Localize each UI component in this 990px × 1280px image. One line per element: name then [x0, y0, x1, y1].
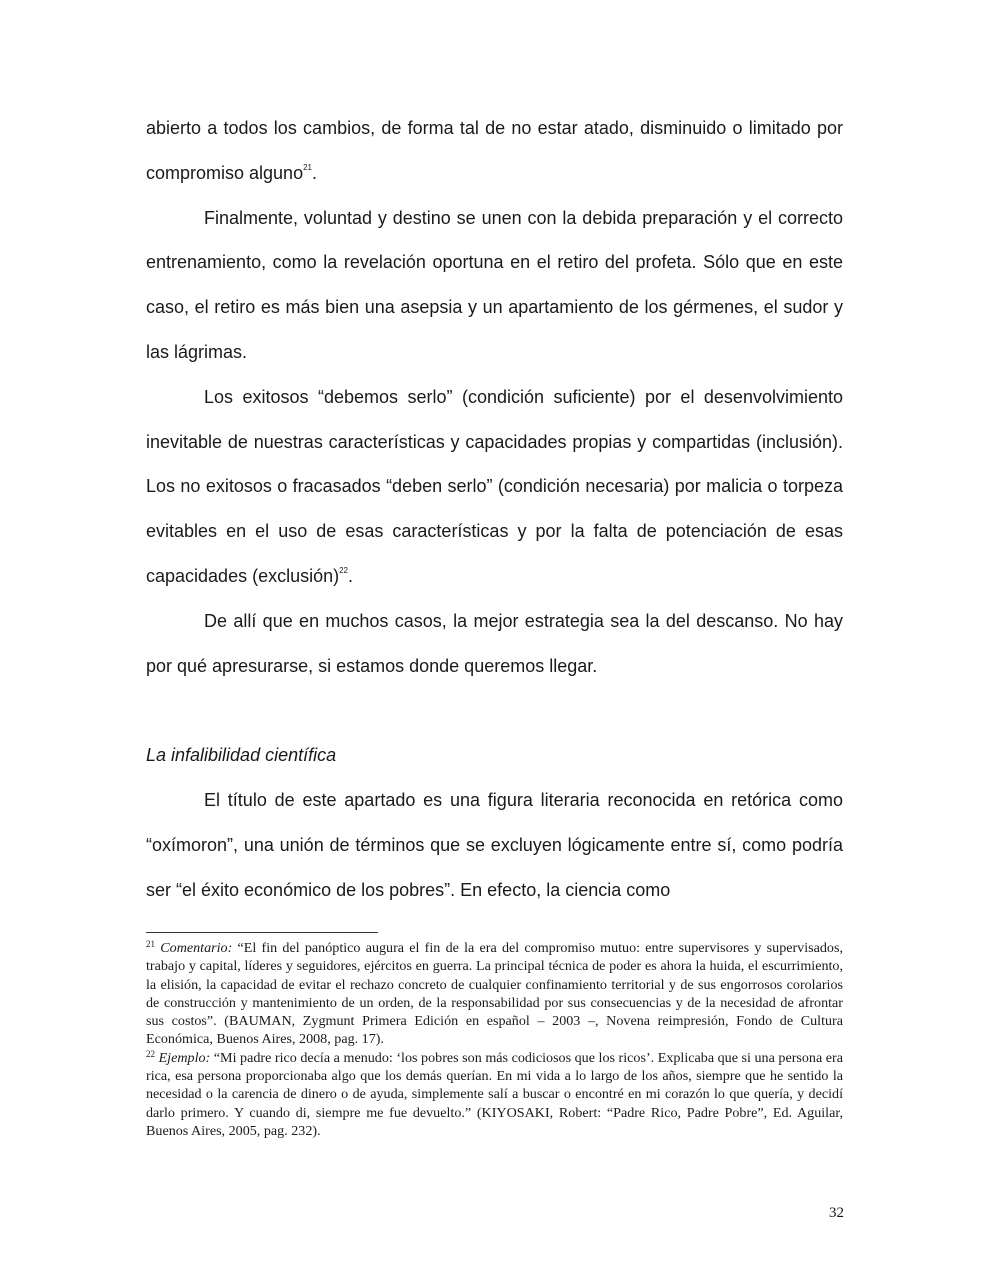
footnote-ref-22: 22: [339, 565, 349, 575]
footnote-number: 21: [146, 939, 155, 949]
footnote-text: “El fin del panóptico augura el fin de la era del compromiso mutuo: entre supervisores y supervisados, trabajo y capital, líderes y seguidores, ejércitos en guerra. La principal técnica de poder es ahora la huida, el escurrimiento, la elisión, la capacidad de evitar el rechazo concreto de cualquier confinamiento territorial y de sus engorrosos corolarios de construcción y mantenimiento de un orden, de la responsabilidad por sus consecuencias y de la necesidad de afrontar sus costos”. (BAUMAN, Zygmunt Primera Edición en español – 2003 –, Novena reimpresión, Fondo de Cultura Económica, Buenos Aires, 2008, pag. 17).: [146, 940, 843, 1048]
paragraph-2: Finalmente, voluntad y destino se unen con la debida preparación y el correcto entrenamiento, como la revelación oportuna en el retiro del profeta. Sólo que en este caso, el retiro es más bien una asepsia y un apartamiento de los gérmenes, el sudor y las lágrimas.: [146, 207, 843, 362]
paragraph-3-end: .: [348, 565, 354, 586]
footnote-number: 22: [146, 1048, 155, 1059]
paragraph-4: De allí que en muchos casos, la mejor estrategia sea la del descanso. No hay por qué apresurarse, si estamos donde queremos llegar.: [146, 610, 843, 676]
paragraph-5: El título de este apartado es una figura literaria reconocida en retórica como “oxímoron”, una unión de términos que se excluyen lógicamente entre sí, como podría ser “el éxito económico de los pobres”. En efecto, la ciencia como: [146, 789, 843, 900]
footnote-22: [146, 1049, 843, 1140]
section-heading: La infalibilidad científica: [146, 745, 337, 766]
paragraph-3-text: Los exitosos “debemos serlo” (condición suficiente) por el desenvolvimiento inevitable de nuestras características y capacidades propias y compartidas (inclusión). Los no exitosos o fracasados “deben serlo” (condición necesaria) por malicia o torpeza evitables en el uso de esas características y por la falta de potenciación de esas capacidades (exclusión): [146, 386, 843, 586]
body-text: [146, 106, 843, 912]
paragraph-1-text: abierto a todos los cambios, de forma tal de no estar atado, disminuido o limitado por compromiso alguno: [146, 118, 843, 183]
page-number: 32: [829, 1205, 844, 1221]
footnotes: [146, 939, 843, 1140]
paragraph-1-end: .: [311, 162, 317, 183]
footnote-21: [146, 939, 843, 1049]
footnote-label: Comentario:: [160, 940, 233, 956]
footnote-text: “Mi padre rico decía a menudo: ‘los pobres son más codiciosos que los ricos’. Explicaba que si una persona era rica, esa persona proporcionaba algo que los demás querían. En mi vida a lo largo de los años, siempre que he sentido la necesidad o la carencia de dinero o de ayuda, simplemente salí a buscar o encontré en mi corazón lo que quería, y decidí darlo primero. Y cuando di, siempre me fue devuelto.” (KIYOSAKI, Robert: “Padre Rico, Padre Pobre”, Ed. Aguilar, Buenos Aires, 2005, pag. 232).: [146, 1049, 843, 1139]
footnote-separator: [146, 932, 378, 933]
paragraph-1: [146, 106, 843, 196]
footnote-label: Ejemplo:: [158, 1049, 211, 1066]
paragraph-3: [146, 375, 843, 599]
footnote-ref-21: 21: [303, 162, 312, 172]
